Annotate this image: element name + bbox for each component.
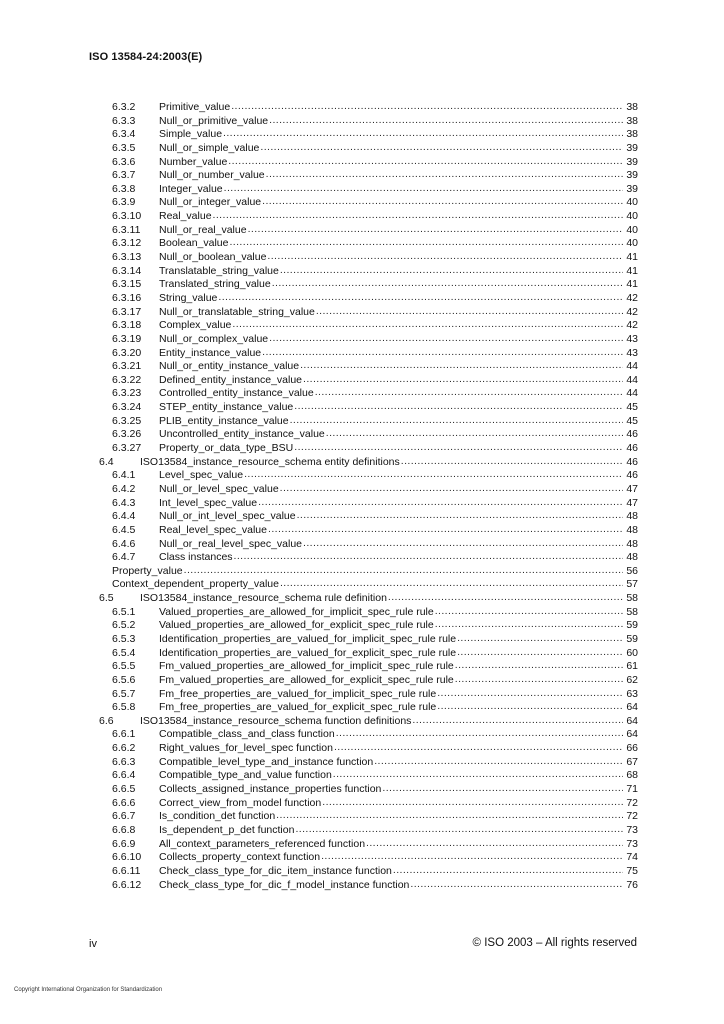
dot-leader	[248, 223, 623, 237]
toc-entry-number: 6.4.5	[112, 523, 136, 536]
toc-entry-number: 6.4.6	[112, 537, 136, 550]
dot-leader	[229, 236, 623, 250]
toc-entry-page: 46	[626, 455, 638, 468]
toc-entry[interactable]	[99, 538, 638, 552]
toc-entry[interactable]	[99, 278, 638, 292]
toc-entry-number: 6.3.14	[112, 264, 142, 277]
toc-entry-page: 67	[626, 755, 638, 768]
toc-entry-title: PLIB_entity_instance_value	[159, 414, 289, 427]
toc-entry-page: 57	[626, 578, 638, 591]
toc-entry-title: Identification_properties_are_valued_for_explicit_spec_rule rule	[159, 646, 457, 659]
toc-entry-page: 41	[626, 264, 638, 277]
toc-entry-page: 40	[626, 237, 638, 250]
dot-leader	[401, 455, 623, 469]
toc-entry-page: 73	[626, 837, 638, 850]
dot-leader	[435, 618, 623, 632]
dot-leader	[382, 782, 623, 796]
toc-entry[interactable]	[99, 183, 638, 197]
toc-entry[interactable]	[99, 428, 638, 442]
toc-entry-page: 46	[626, 442, 638, 455]
toc-entry-page: 44	[626, 360, 638, 373]
toc-entry[interactable]	[99, 810, 638, 824]
toc-entry-title: Check_class_type_for_dic_f_model_instance function	[159, 878, 410, 891]
toc-entry-title: Collects_property_context function	[159, 851, 321, 864]
dot-leader	[234, 550, 623, 564]
toc-entry-title: Right_values_for_level_spec function	[159, 742, 333, 755]
toc-entry[interactable]	[99, 237, 638, 251]
toc-entry-title: Primitive_value	[159, 101, 231, 113]
toc-entry-page: 58	[626, 592, 638, 605]
toc-entry-number: 6.4.4	[112, 510, 136, 523]
toc-entry-page: 62	[626, 673, 638, 686]
toc-entry-number: 6.6.11	[112, 864, 141, 877]
toc-entry[interactable]	[99, 797, 638, 811]
toc-entry[interactable]	[99, 196, 638, 210]
toc-entry-number: 6.3.8	[112, 182, 136, 195]
toc-entry-title: Boolean_value	[159, 237, 229, 250]
toc-entry-number: 6.6.7	[112, 810, 136, 823]
toc-entry-number: 6.4	[99, 455, 114, 468]
toc-entry[interactable]	[99, 783, 638, 797]
toc-entry-number: 6.3.4	[112, 128, 136, 141]
toc-entry-number: 6.6.6	[112, 796, 136, 809]
toc-entry-page: 47	[626, 482, 638, 495]
dot-leader	[334, 741, 623, 755]
toc-entry-title: Null_or_entity_instance_value	[159, 360, 300, 373]
toc-entry-page: 76	[626, 878, 638, 891]
dot-leader	[260, 141, 623, 155]
toc-entry[interactable]	[99, 510, 638, 524]
toc-entry-title: Null_or_real_level_spec_value	[159, 537, 303, 550]
toc-entry-number: 6.4.3	[112, 496, 136, 509]
toc-entry-title: Valued_properties_are_allowed_for_explicit_spec_rule rule	[159, 619, 434, 632]
toc-entry[interactable]	[99, 565, 638, 579]
toc-entry-page: 74	[626, 851, 638, 864]
toc-entry-page: 42	[626, 291, 638, 304]
toc-entry-page: 59	[626, 632, 638, 645]
toc-entry-title: Null_or_integer_value	[159, 196, 262, 209]
toc-entry-title: Simple_value	[159, 128, 223, 141]
toc-entry-title: Level_spec_value	[159, 469, 244, 482]
toc-entry-page: 48	[626, 510, 638, 523]
dot-leader	[393, 864, 623, 878]
toc-entry[interactable]	[99, 401, 638, 415]
toc-entry[interactable]	[99, 715, 638, 729]
toc-entry[interactable]	[99, 619, 638, 633]
toc-entry-title: Context_dependent_property_value	[112, 578, 279, 591]
dot-leader	[321, 850, 623, 864]
toc-entry-title: Translated_string_value	[159, 278, 271, 291]
toc-entry-page: 64	[626, 701, 638, 714]
toc-entry-number: 6.3.12	[112, 237, 142, 250]
toc-entry-number: 6.3.5	[112, 141, 136, 154]
toc-entry[interactable]	[99, 660, 638, 674]
toc-entry-title: Null_or_level_spec_value	[159, 482, 279, 495]
toc-entry-title: Number_value	[159, 155, 228, 168]
dot-leader	[437, 700, 623, 714]
dot-leader	[410, 878, 623, 892]
toc-entry-number: 6.5.6	[112, 673, 136, 686]
toc-entry-page: 41	[626, 278, 638, 291]
dot-leader	[294, 441, 623, 455]
dot-leader	[228, 155, 623, 169]
toc-entry[interactable]	[99, 524, 638, 538]
dot-leader	[231, 100, 623, 114]
toc-entry-number: 6.6.8	[112, 823, 136, 836]
toc-entry-page: 48	[626, 523, 638, 536]
toc-entry[interactable]	[99, 647, 638, 661]
toc-entry-number: 6.4.2	[112, 482, 136, 495]
dot-leader	[258, 496, 623, 510]
toc-entry[interactable]	[99, 592, 638, 606]
toc-entry-number: 6.4.7	[112, 551, 136, 564]
toc-entry[interactable]	[99, 101, 638, 115]
dot-leader	[326, 427, 623, 441]
toc-entry-page: 71	[626, 783, 638, 796]
dot-leader	[262, 346, 623, 360]
dot-leader	[455, 659, 623, 673]
toc-entry-number: 6.3.2	[112, 101, 136, 113]
toc-entry-title: Null_or_real_value	[159, 223, 247, 236]
toc-entry[interactable]	[99, 169, 638, 183]
toc-entry[interactable]	[99, 360, 638, 374]
dot-leader	[336, 727, 623, 741]
dot-leader	[300, 359, 623, 373]
toc-entry-number: 6.3.24	[112, 401, 142, 414]
toc-entry[interactable]	[99, 347, 638, 361]
toc-entry-page: 45	[626, 401, 638, 414]
toc-entry[interactable]	[99, 497, 638, 511]
toc-entry-page: 43	[626, 332, 638, 345]
toc-entry-title: Fm_free_properties_are_valued_for_explicit_spec_rule rule	[159, 701, 437, 714]
toc-entry-title: Property_value	[112, 564, 183, 577]
dot-leader	[297, 509, 623, 523]
toc-entry[interactable]	[99, 142, 638, 156]
toc-entry[interactable]	[99, 756, 638, 770]
dot-leader	[388, 591, 623, 605]
toc-entry-number: 6.3.9	[112, 196, 136, 209]
toc-entry-number: 6.3.3	[112, 114, 136, 127]
toc-entry-number: 6.6.1	[112, 728, 136, 741]
toc-entry-page: 39	[626, 182, 638, 195]
toc-entry[interactable]	[99, 838, 638, 852]
dot-leader	[267, 250, 623, 264]
toc-entry-title: Complex_value	[159, 319, 232, 332]
toc-entry-number: 6.5.3	[112, 632, 136, 645]
dot-leader	[294, 400, 623, 414]
toc-entry[interactable]	[99, 374, 638, 388]
toc-entry-title: Is_condition_det function	[159, 810, 276, 823]
dot-leader	[280, 482, 623, 496]
dot-leader	[435, 605, 623, 619]
toc-entry-page: 48	[626, 551, 638, 564]
toc-entry-page: 41	[626, 251, 638, 264]
toc-entry-title: Fm_valued_properties_are_allowed_for_explicit_spec_rule rule	[159, 673, 454, 686]
dot-leader	[366, 837, 623, 851]
toc-entry-number: 6.6.12	[112, 878, 142, 891]
dot-leader	[184, 564, 623, 578]
toc-entry-title: Translatable_string_value	[159, 264, 279, 277]
toc-entry-title: Controlled_entity_instance_value	[159, 387, 314, 400]
toc-entry-number: 6.5.2	[112, 619, 136, 632]
toc-entry-number: 6.3.26	[112, 428, 142, 441]
dot-leader	[276, 809, 623, 823]
toc-entry-number: 6.3.20	[112, 346, 142, 359]
dot-leader	[374, 755, 623, 769]
dot-leader	[232, 318, 623, 332]
toc-entry[interactable]	[99, 265, 638, 279]
dot-leader	[244, 468, 623, 482]
toc-entry[interactable]	[99, 551, 638, 565]
toc-entry[interactable]	[99, 156, 638, 170]
toc-entry-title: Null_or_int_level_spec_value	[159, 510, 296, 523]
dot-leader	[269, 332, 623, 346]
toc-entry[interactable]	[99, 688, 638, 702]
toc-entry-number: 6.5.1	[112, 605, 136, 618]
toc-entry-title: Fm_free_properties_are_valued_for_implicit_spec_rule rule	[159, 687, 437, 700]
dot-leader	[333, 768, 623, 782]
toc-entry[interactable]	[99, 115, 638, 129]
toc-entry-number: 6.3.13	[112, 251, 142, 264]
dot-leader	[224, 182, 623, 196]
toc-entry[interactable]	[99, 578, 638, 592]
dot-leader	[213, 209, 623, 223]
dot-leader	[295, 823, 623, 837]
toc-entry-title: Null_or_translatable_string_value	[159, 305, 315, 318]
toc-entry-number: 6.5	[99, 592, 114, 605]
dot-leader	[437, 687, 623, 701]
toc-entry-number: 6.6.9	[112, 837, 136, 850]
toc-entry-title: Property_or_data_type_BSU	[159, 442, 294, 455]
toc-entry-number: 6.5.4	[112, 646, 136, 659]
toc-entry-page: 40	[626, 196, 638, 209]
toc-entry-number: 6.3.16	[112, 291, 142, 304]
page-number: iv	[89, 938, 97, 950]
toc-entry-page: 39	[626, 169, 638, 182]
toc-entry-page: 46	[626, 428, 638, 441]
toc-entry-title: Check_class_type_for_dic_item_instance function	[159, 864, 392, 877]
table-of-contents	[99, 101, 638, 892]
toc-entry-page: 48	[626, 537, 638, 550]
dot-leader	[272, 277, 623, 291]
toc-entry-page: 38	[626, 128, 638, 141]
toc-entry-page: 42	[626, 319, 638, 332]
toc-entry-number: 6.3.15	[112, 278, 142, 291]
toc-entry[interactable]	[99, 456, 638, 470]
toc-entry-page: 43	[626, 346, 638, 359]
toc-entry-title: Valued_properties_are_allowed_for_implicit_spec_rule rule	[159, 605, 434, 618]
dot-leader	[266, 168, 623, 182]
toc-entry[interactable]	[99, 415, 638, 429]
toc-entry-number: 6.3.21	[112, 360, 142, 373]
dot-leader	[269, 114, 623, 128]
toc-entry[interactable]	[99, 210, 638, 224]
toc-entry[interactable]	[99, 319, 638, 333]
document-id-header: ISO 13584-24:2003(E)	[89, 51, 203, 63]
toc-entry-page: 68	[626, 769, 638, 782]
toc-entry-page: 66	[626, 742, 638, 755]
toc-entry[interactable]	[99, 769, 638, 783]
toc-entry-title: Compatible_level_type_and_instance function	[159, 755, 374, 768]
toc-entry-number: 6.6	[99, 714, 114, 727]
dot-leader	[280, 577, 623, 591]
toc-entry-title: Uncontrolled_entity_instance_value	[159, 428, 325, 441]
toc-entry-title: Compatible_class_and_class function	[159, 728, 335, 741]
dot-leader	[290, 414, 623, 428]
toc-entry-title: Collects_assigned_instance_properties function	[159, 783, 382, 796]
toc-entry-number: 6.6.3	[112, 755, 136, 768]
toc-entry[interactable]	[99, 824, 638, 838]
toc-entry-page: 61	[626, 660, 638, 673]
toc-entry-page: 47	[626, 496, 638, 509]
dot-leader	[303, 373, 623, 387]
toc-entry-number: 6.3.27	[112, 442, 142, 455]
dot-leader	[322, 796, 623, 810]
toc-entry-number: 6.3.11	[112, 223, 141, 236]
toc-entry[interactable]	[99, 469, 638, 483]
dot-leader	[316, 305, 623, 319]
dot-leader	[280, 264, 623, 278]
toc-entry[interactable]	[99, 701, 638, 715]
toc-entry-number: 6.3.23	[112, 387, 142, 400]
toc-entry-page: 40	[626, 210, 638, 223]
toc-entry-title: Entity_instance_value	[159, 346, 262, 359]
toc-entry-number: 6.3.17	[112, 305, 142, 318]
toc-entry-title: Compatible_type_and_value function	[159, 769, 332, 782]
toc-entry-title: ISO13584_instance_resource_schema rule definition	[140, 592, 387, 605]
toc-entry[interactable]	[99, 128, 638, 142]
toc-entry-number: 6.6.5	[112, 783, 136, 796]
toc-entry-title: Null_or_number_value	[159, 169, 265, 182]
toc-entry-number: 6.3.6	[112, 155, 136, 168]
dot-leader	[303, 537, 623, 551]
toc-entry-number: 6.3.19	[112, 332, 142, 345]
toc-entry-title: Real_level_spec_value	[159, 523, 267, 536]
toc-entry-title: Null_or_complex_value	[159, 332, 269, 345]
toc-entry-number: 6.3.25	[112, 414, 142, 427]
dot-leader	[218, 291, 623, 305]
toc-entry[interactable]	[99, 442, 638, 456]
toc-entry-title: Integer_value	[159, 182, 223, 195]
toc-entry-title: ISO13584_instance_resource_schema entity definitions	[140, 455, 400, 468]
toc-entry[interactable]	[99, 224, 638, 238]
toc-entry-page: 75	[626, 864, 638, 877]
toc-entry[interactable]	[99, 606, 638, 620]
toc-entry-page: 64	[626, 728, 638, 741]
dot-leader	[457, 646, 623, 660]
toc-entry-title: ISO13584_instance_resource_schema function definitions	[140, 714, 412, 727]
toc-entry-title: Is_dependent_p_det function	[159, 823, 295, 836]
toc-entry-page: 56	[626, 564, 638, 577]
toc-entry-page: 40	[626, 223, 638, 236]
toc-entry-number: 6.6.10	[112, 851, 142, 864]
toc-entry-page: 38	[626, 114, 638, 127]
dot-leader	[315, 386, 623, 400]
toc-entry[interactable]	[99, 483, 638, 497]
rights-notice: © ISO 2003 – All rights reserved	[472, 937, 637, 949]
toc-entry-number: 6.4.1	[112, 469, 136, 482]
toc-entry-title: Null_or_simple_value	[159, 141, 260, 154]
toc-entry-page: 63	[626, 687, 638, 700]
toc-entry-title: All_context_parameters_referenced function	[159, 837, 366, 850]
toc-entry-page: 39	[626, 155, 638, 168]
toc-entry-page: 72	[626, 796, 638, 809]
toc-entry[interactable]	[99, 292, 638, 306]
toc-entry[interactable]	[99, 387, 638, 401]
toc-entry-number: 6.3.22	[112, 373, 142, 386]
toc-entry-page: 42	[626, 305, 638, 318]
dot-leader	[223, 127, 623, 141]
dot-leader	[455, 673, 623, 687]
toc-entry-page: 58	[626, 605, 638, 618]
toc-entry-title: Real_value	[159, 210, 212, 223]
toc-entry[interactable]	[99, 851, 638, 865]
toc-entry-number: 6.6.2	[112, 742, 136, 755]
toc-entry-title: Fm_valued_properties_are_allowed_for_implicit_spec_rule rule	[159, 660, 454, 673]
toc-entry-title: Class instances	[159, 551, 233, 564]
toc-entry[interactable]	[99, 674, 638, 688]
toc-entry[interactable]	[99, 879, 638, 893]
toc-entry-title: Null_or_boolean_value	[159, 251, 267, 264]
toc-entry-page: 60	[626, 646, 638, 659]
dot-leader	[268, 523, 623, 537]
toc-entry[interactable]	[99, 333, 638, 347]
toc-entry-page: 38	[626, 101, 638, 113]
toc-entry-page: 44	[626, 387, 638, 400]
toc-entry-page: 39	[626, 141, 638, 154]
toc-entry-number: 6.3.18	[112, 319, 142, 332]
toc-entry-page: 72	[626, 810, 638, 823]
toc-entry-title: String_value	[159, 291, 218, 304]
toc-entry-number: 6.5.5	[112, 660, 136, 673]
copyright-note: Copyright International Organization for Standardization	[14, 987, 163, 993]
toc-entry[interactable]	[99, 306, 638, 320]
toc-entry-page: 46	[626, 469, 638, 482]
toc-entry-title: Null_or_primitive_value	[159, 114, 269, 127]
dot-leader	[457, 632, 623, 646]
toc-entry[interactable]	[99, 865, 638, 879]
toc-entry-page: 59	[626, 619, 638, 632]
toc-entry[interactable]	[99, 728, 638, 742]
toc-entry-number: 6.6.4	[112, 769, 136, 782]
dot-leader	[412, 714, 623, 728]
toc-entry-title: STEP_entity_instance_value	[159, 401, 294, 414]
toc-entry-number: 6.5.8	[112, 701, 136, 714]
toc-entry-page: 64	[626, 714, 638, 727]
toc-entry-number: 6.3.7	[112, 169, 136, 182]
toc-entry-number: 6.3.10	[112, 210, 142, 223]
toc-entry-page: 44	[626, 373, 638, 386]
toc-entry-page: 45	[626, 414, 638, 427]
toc-entry-title: Correct_view_from_model function	[159, 796, 322, 809]
toc-entry-page: 73	[626, 823, 638, 836]
toc-entry-title: Int_level_spec_value	[159, 496, 258, 509]
toc-entry[interactable]	[99, 742, 638, 756]
toc-entry-number: 6.5.7	[112, 687, 136, 700]
toc-entry[interactable]	[99, 251, 638, 265]
toc-entry-title: Defined_entity_instance_value	[159, 373, 303, 386]
dot-leader	[262, 195, 623, 209]
toc-entry[interactable]	[99, 633, 638, 647]
toc-entry-title: Identification_properties_are_valued_for_implicit_spec_rule rule	[159, 632, 457, 645]
